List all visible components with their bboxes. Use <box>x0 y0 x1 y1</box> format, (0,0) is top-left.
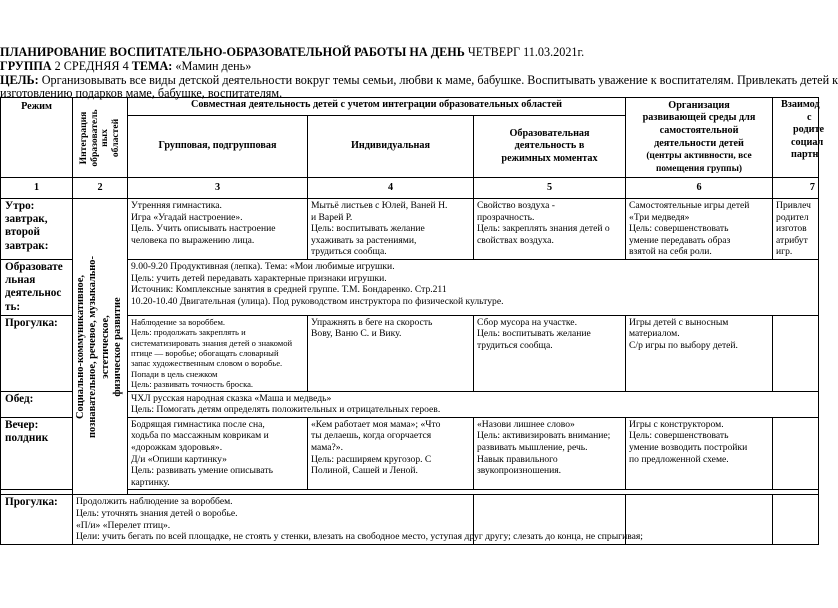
col-number: 3 <box>128 178 308 199</box>
mode-lunch: Обед: <box>1 391 73 417</box>
walk-interaction <box>773 315 819 391</box>
morning-group: Утренняя гимнастика. Игра «Угадай настроение». Цель. Учить описывать настроение человека по выражению лица. <box>128 199 308 260</box>
col-number: 5 <box>474 178 626 199</box>
morning-environment: Самостоятельные игры детей «Три медведя» Цель: совершенствовать умение передавать образ взятой на себя роли. <box>626 199 773 260</box>
header-interaction: Взаимод с родите социал партн <box>773 98 819 178</box>
walk-group: Наблюдение за вороббем. Цель: продолжать закреплять и систематизировать знания детей о знакомой птице — воробье; обогащать словарный запас художественным словом о воробье. Попади в цель снежком Цель: развивать точность броска. <box>128 315 308 391</box>
morning-routine: Свойство воздуха - прозрачность. Цель: закреплять знания детей о свойствах воздуха. <box>474 199 626 260</box>
col-number: 6 <box>626 178 773 199</box>
walk-routine: Сбор мусора на участке. Цель: воспитывать желание трудиться сообща. <box>474 315 626 391</box>
mode-morning: Утро: завтрак, второй завтрак: <box>1 199 73 260</box>
col-number: 4 <box>308 178 474 199</box>
plan-table <box>0 97 825 545</box>
col-number: 7 <box>773 178 819 199</box>
evening-individual: «Кем работает моя мама»; «Что ты делаешь, когда огорчается мама?». Цель: расширяем кругозор. С Полиной, Сашей и Леной. <box>308 417 474 490</box>
mode-education: Образовате льная деятельнос ть: <box>1 259 73 315</box>
group-theme-line: ГРУППА 2 СРЕДНЯЯ 4 ТЕМА: «Мамин день» <box>0 59 252 73</box>
evening-interaction <box>773 417 819 490</box>
walk-evening-cell <box>626 495 773 545</box>
evening-routine: «Назови лишнее слово» Цель: активизировать внимание; развивать мышление, речь. Навык правильного звукопроизношения. <box>474 417 626 490</box>
header-routine: Образовательная деятельность в режимных моментах <box>474 116 626 178</box>
mode-walk: Прогулка: <box>1 315 73 391</box>
col-number: 2 <box>73 178 128 199</box>
integration-areas-vertical: Социально-коммуникативное, познавательное, речевое, музыкально- эстетическое, физическое развитие <box>73 199 128 495</box>
mode-evening: Вечер: полдник <box>1 417 73 490</box>
morning-interaction: Привлеч родител изготов атрибут игр. <box>773 199 819 260</box>
header-mode: Режим <box>1 98 73 178</box>
goal-line-continued: изготовлению подарков маме, бабушке, воспитателям. <box>0 86 283 100</box>
evening-group: Бодрящая гимнастика после сна, ходьба по массажным коврикам и «дорожкам здоровья». Д/и «Опиши картинку» Цель: развивать умение описывать картинку. <box>128 417 308 490</box>
walk-evening-content: Продолжить наблюдение за вороббем. Цель: уточнять знания детей о воробье. «П/и» «Перелет птиц». Цели: учить бегать по всей площадке, не стоять у стенки, влезать на свободное место, уступая друг другу; слезать до конца, не спрыгивая; <box>73 495 308 545</box>
header-joint-activity: Совместная деятельность детей с учетом интеграции образовательных областей <box>128 98 626 116</box>
header-group: Групповая, подгрупповая <box>128 116 308 178</box>
header-integration: Интеграция образователь ных областей <box>73 98 128 178</box>
walk-individual: Упражнять в беге на скорость Вову, Ваню С. и Вику. <box>308 315 474 391</box>
morning-individual: Мытьё листьев с Юлей, Ваней Н. и Варей Р. Цель: воспитывать желание ухаживать за растениями, трудиться сообща. <box>308 199 474 260</box>
evening-environment: Игры с конструктором. Цель: совершенствовать умение возводить постройки по предложенной схеме. <box>626 417 773 490</box>
lunch-content: ЧХЛ русская народная сказка «Маша и медведь» Цель: Помогать детям определять положительных и отрицательных героев. <box>128 391 819 417</box>
mode-walk-evening: Прогулка: <box>1 495 73 545</box>
header-environment: Организация развивающей среды для самостоятельной деятельности детей (центры активности, все помещения группы) <box>626 98 773 178</box>
col-number: 1 <box>1 178 73 199</box>
header-individual: Индивидуальная <box>308 116 474 178</box>
walk-environment: Игры детей с выносным материалом. С/р игры по выбору детей. <box>626 315 773 391</box>
document-title: ПЛАНИРОВАНИЕ ВОСПИТАТЕЛЬНО-ОБРАЗОВАТЕЛЬНОЙ РАБОТЫ НА ДЕНЬ ЧЕТВЕРГ 11.03.2021г. <box>0 45 585 59</box>
walk-evening-cell <box>773 495 819 545</box>
education-content: 9.00-9.20 Продуктивная (лепка). Тема: «Мои любимые игрушки. Цель: учить детей передавать характерные признаки игрушки. Источник: Комплексные занятия в средней группе. Т.М. Бондаренко. Стр.211 10.20-10.40 Двигательная (улица). Под руководством инструктора по физической культуре. <box>128 259 819 315</box>
goal-line: ЦЕЛЬ: Организовывать все виды детской деятельности вокруг темы семьи, любви к маме, бабушке. Воспитывать уважение к воспитателям. Привлекать детей к <box>0 73 838 87</box>
